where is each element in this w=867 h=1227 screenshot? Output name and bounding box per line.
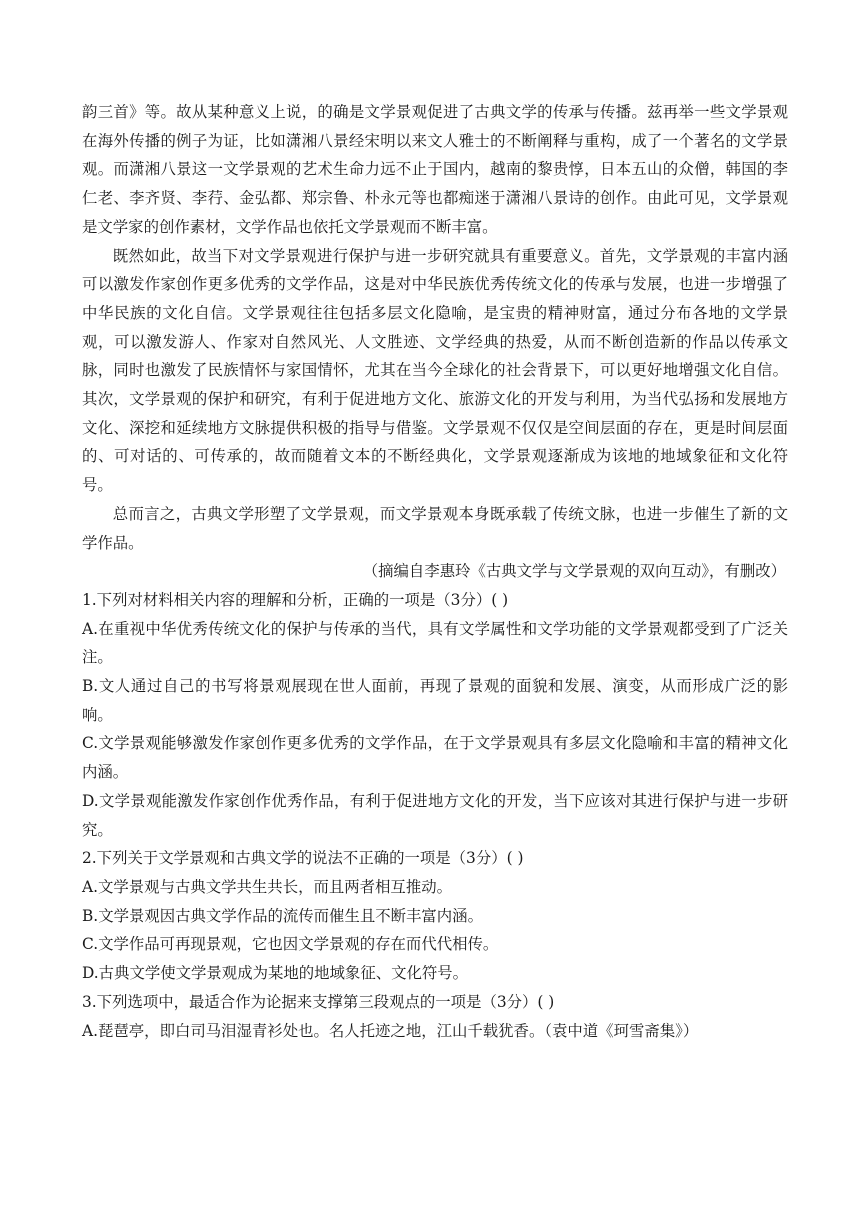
question-stem: 3.下列选项中，最适合作为论据来支撑第三段观点的一项是（3分）( ) xyxy=(82,992,555,1011)
question-2 xyxy=(82,844,788,988)
option-c: C.文学作品可再现景观，它也因文学景观的存在而代代相传。 xyxy=(82,935,499,954)
option-d: D.古典文学使文学景观成为某地的地域象征、文化符号。 xyxy=(82,964,469,983)
question-1 xyxy=(82,586,788,844)
option-b: B.文学景观因古典文学作品的流传而催生且不断丰富内涵。 xyxy=(82,906,483,925)
option-a: A.文学景观与古典文学共生共长，而且两者相互推动。 xyxy=(82,877,452,896)
passage-paragraph-3: 总而言之，古典文学形塑了文学景观，而文学景观本身既承载了传统文脉，也进一步催生了新的文学作品。 xyxy=(82,504,788,552)
option-a: A.琵琶亭，即白司马泪湿青衫处也。名人托迹之地，江山千载犹香。（袁中道《珂雪斋集》） xyxy=(82,1021,699,1040)
option-c: C.文学景观能够激发作家创作更多优秀的文学作品，在于文学景观具有多层文化隐喻和丰富的精神文化内涵。 xyxy=(82,734,788,782)
passage-source: （摘编自李惠玲《古典文学与文学景观的双向互动》，有删改） xyxy=(362,562,786,581)
option-b: B.文人通过自己的书写将景观展现在世人面前，再现了景观的面貌和发展、演变，从而形成广泛的影响。 xyxy=(82,677,788,724)
question-stem: 2.下列关于文学景观和古典文学的说法不正确的一项是（3分）( ) xyxy=(82,849,524,868)
passage-paragraph-2: 既然如此，故当下对文学景观进行保护与进一步研究就具有重要意义。首先，文学景观的丰富内涵可以激发作家创作更多优秀的文学作品，这是对中华民族优秀传统文化的传承与发展，也进一步增强了中华民族的文化自信。文学景观往往包括多层文化隐喻，是宝贵的精神财富，通过分布各地的文学景观，可以激发游人、作家对自然风光、人文胜迹、文学经典的热爱，从而不断创造新的作品以传承文脉，同时也激发了民族情怀与家国情怀，尤其在当今全球化的社会背景下，可以更好地增强文化自信。其次，文学景观的保护和研究，有利于促进地方文化、旅游文化的开发与利用，为当代弘扬和发展地方文化、深挖和延续地方文脉提供积极的指导与借鉴。文学景观不仅仅是空间层面的存在，更是时间层面的、可对话的、可传承的，故而随着文本的不断经典化，文学景观逐渐成为该地的地域象征和文化符号。 xyxy=(82,246,788,495)
question-3 xyxy=(82,988,788,1045)
option-a: A.在重视中华优秀传统文化的保护与传承的当代，具有文学属性和文学功能的文学景观都受到了广泛关注。 xyxy=(82,619,788,667)
passage-paragraph-1: 韵三首》等。故从某种意义上说，的确是文学景观促进了古典文学的传承与传播。兹再举一些文学景观在海外传播的例子为证，比如潇湘八景经宋明以来文人雅士的不断阐释与重构，成了一个著名的文学景观。而潇湘八景这一文学景观的艺术生命力远不止于国内，越南的黎贵惇，日本五山的众僧，韩国的李仁老、李齐贤、李荇、金弘都、郑宗鲁、朴永元等也都痴迷于潇湘八景诗的创作。由此可见，文学景观是文学家的创作素材，文学作品也依托文学景观而不断丰富。 xyxy=(82,103,788,236)
option-d: D.文学景观能激发作家创作优秀作品，有利于促进地方文化的开发，当下应该对其进行保护与进一步研究。 xyxy=(82,791,788,839)
exam-page xyxy=(82,98,788,1045)
question-stem: 1.下列对材料相关内容的理解和分析，正确的一项是（3分）( ) xyxy=(82,590,509,609)
